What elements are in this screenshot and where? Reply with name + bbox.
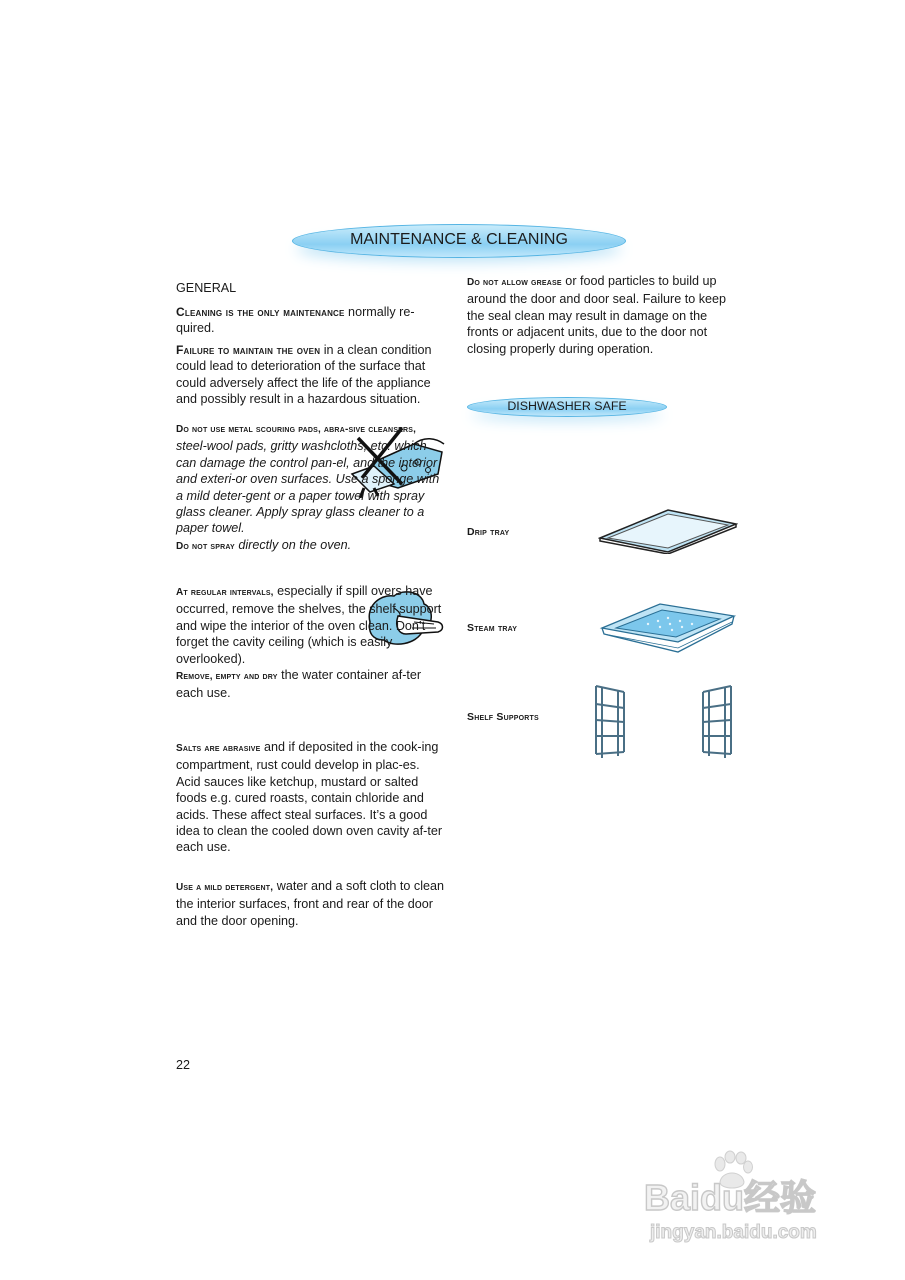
dishwasher-banner [467,397,667,417]
watermark-url: jingyan.baidu.com [650,1222,817,1243]
title-banner [292,224,626,258]
paragraph-cleaning [176,304,444,337]
paragraph-intervals [176,583,444,702]
general-heading: GENERAL [176,281,237,295]
page-number: 22 [176,1058,191,1072]
shelf-supports-label: Shelf Supports [467,711,539,723]
page-title: MAINTENANCE & CLEANING [350,231,568,248]
body-text: or food particles to build up around the door and door seal. Failure to keep the seal clean may result in damage on the fronts or adjacent units, due to the door not closing properly during operation. [467,274,727,356]
lead-text: Remove, empty and dry [176,671,278,683]
watermark-brand: Baidu经验 [644,1177,817,1218]
paragraph-failure [176,342,444,408]
body-text: steel-wool pads, gritty washcloths, etc. which can damage the control pan-el, and the interior and exteri-or oven surfaces. Use a sponge with a mild deter-gent or a paper towel with spray glass cleaner. Apply spray glass cleaner to a paper towel. [176,439,440,536]
paragraph-grease [467,273,729,357]
body-text: normally re-quired. [176,305,415,336]
drip-tray-label: Drip tray [467,526,510,538]
drip-tray-illustration [598,508,738,554]
body-text: water and a soft cloth to clean the interior surfaces, front and rear of the door and the door opening. [176,879,445,928]
body-text: the water container af-ter each use. [176,668,422,701]
shelf-support-left-illustration [592,684,628,760]
baidu-watermark [640,1150,870,1260]
body-text: especially if spill overs have occurred, remove the shelves, the shelf support and wipe the interior of the oven clean. Don’t forget the cavity ceiling (which is easily overlooked). [176,584,442,666]
steam-tray-label: Steam tray [467,622,518,634]
lead-text: Do not allow grease [467,277,562,288]
lead-text: Do not use metal scouring pads, abra-sive cleansers, [176,424,417,435]
paragraph-detergent [176,878,448,929]
body-text: directly on the oven. [234,537,352,552]
lead-text: Failure to maintain the oven [176,343,321,357]
steam-tray-illustration [598,600,738,656]
lead-text: Salts are abrasive [176,743,261,754]
lead-text: Cleaning is the only maintenance [176,305,345,319]
body-text: in a clean condition could lead to deterioration of the surface that could adversely affect the life of the appliance and possibly result in a hazardous situation. [176,343,432,407]
shelf-support-right-illustration [699,684,735,760]
lead-text: Use a mild detergent, [176,882,274,893]
dishwasher-heading: DISHWASHER SAFE [507,399,627,413]
paragraph-scouring [176,420,444,555]
lead-text: At regular intervals, [176,587,274,598]
lead-text: Do not spray [176,540,235,552]
paragraph-salts [176,739,444,856]
body-text: and if deposited in the cook-ing compartment, rust could develop in plac-es. Acid sauces like ketchup, mustard or salted foods e.g. cured roasts, contain chloride and acids. These affect steal surfaces. It’s a good idea to clean the cooled down oven cavity af-ter each use. [176,740,443,855]
